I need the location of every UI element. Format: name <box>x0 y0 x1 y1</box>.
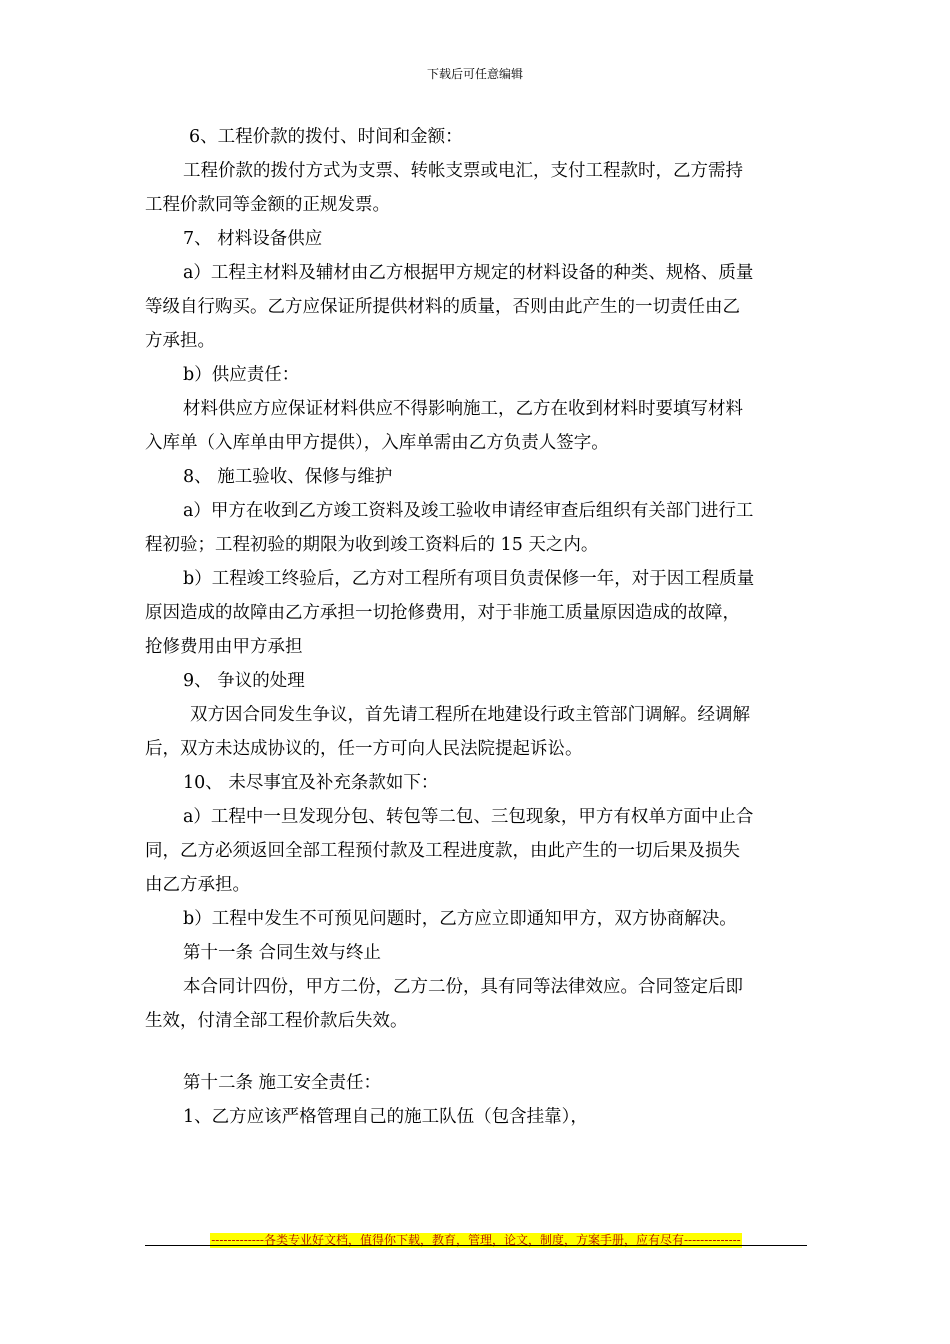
paragraph-line: 入库单（入库单由甲方提供），入库单需由乙方负责人签字。 <box>145 433 609 453</box>
paragraph-line: 本合同计四份，甲方二份，乙方二份，具有同等法律效应。合同签定后即 <box>183 977 743 997</box>
document-body <box>145 120 807 1134</box>
clause-10-heading: 10、 未尽事宜及补充条款如下： <box>183 773 439 793</box>
paragraph-line: 1、乙方应该严格管理自己的施工队伍（包含挂靠）， <box>183 1107 588 1127</box>
paragraph-line: a）工程中一旦发现分包、转包等二包、三包现象，甲方有权单方面中止合 <box>183 807 754 827</box>
paragraph-line: 抢修费用由甲方承担 <box>145 637 303 657</box>
paragraph-line: b）工程竣工终验后，乙方对工程所有项目负责保修一年，对于因工程质量 <box>183 569 755 589</box>
paragraph-line: 方承担。 <box>145 331 215 351</box>
paragraph-line: 同，乙方必须返回全部工程预付款及工程进度款，由此产生的一切后果及损失 <box>145 841 740 861</box>
footer-rule <box>145 1245 807 1246</box>
clause-6-heading: 6、工程价款的拨付、时间和金额： <box>189 127 463 147</box>
clause-7-heading: 7、 材料设备供应 <box>183 229 323 249</box>
paragraph-line: 材料供应方应保证材料供应不得影响施工，乙方在收到材料时要填写材料 <box>183 399 743 419</box>
clause-9-heading: 9、 争议的处理 <box>183 671 305 691</box>
paragraph-line: 后，双方未达成协议的，任一方可向人民法院提起诉讼。 <box>145 739 583 759</box>
paragraph-line: 等级自行购买。乙方应保证所提供材料的质量，否则由此产生的一切责任由乙 <box>145 297 740 317</box>
paragraph-line: 工程价款的拨付方式为支票、转帐支票或电汇，支付工程款时，乙方需持 <box>183 161 743 181</box>
paragraph-line: 原因造成的故障由乙方承担一切抢修费用，对于非施工质量原因造成的故障， <box>145 603 740 623</box>
paragraph-line: b）供应责任： <box>183 365 300 385</box>
footer-banner: -------------各类专业好文档，值得你下载，教育，管理，论文，制度，方案手册，应有尽有-------------- <box>211 1233 741 1247</box>
paragraph-line: 生效，付清全部工程价款后失效。 <box>145 1011 408 1031</box>
clause-8-heading: 8、 施工验收、保修与维护 <box>183 467 393 487</box>
paragraph-line: 由乙方承担。 <box>145 875 250 895</box>
paragraph-line: b）工程中发生不可预见问题时，乙方应立即通知甲方，双方协商解决。 <box>183 909 737 929</box>
header-note: 下载后可任意编辑 <box>426 67 523 81</box>
paragraph-line: a）工程主材料及辅材由乙方根据甲方规定的材料设备的种类、规格、质量 <box>183 263 754 283</box>
article-12-heading: 第十二条 施工安全责任： <box>183 1073 382 1093</box>
paragraph-line: 工程价款同等金额的正规发票。 <box>145 195 390 215</box>
article-11-heading: 第十一条 合同生效与终止 <box>183 943 382 963</box>
paragraph-line: 双方因合同发生争议，首先请工程所在地建设行政主管部门调解。经调解 <box>190 705 750 725</box>
paragraph-line: 程初验；工程初验的期限为收到竣工资料后的 15 天之内。 <box>145 535 599 555</box>
paragraph-line: a）甲方在收到乙方竣工资料及竣工验收申请经审查后组织有关部门进行工 <box>183 501 754 521</box>
blank-line <box>145 1038 807 1066</box>
